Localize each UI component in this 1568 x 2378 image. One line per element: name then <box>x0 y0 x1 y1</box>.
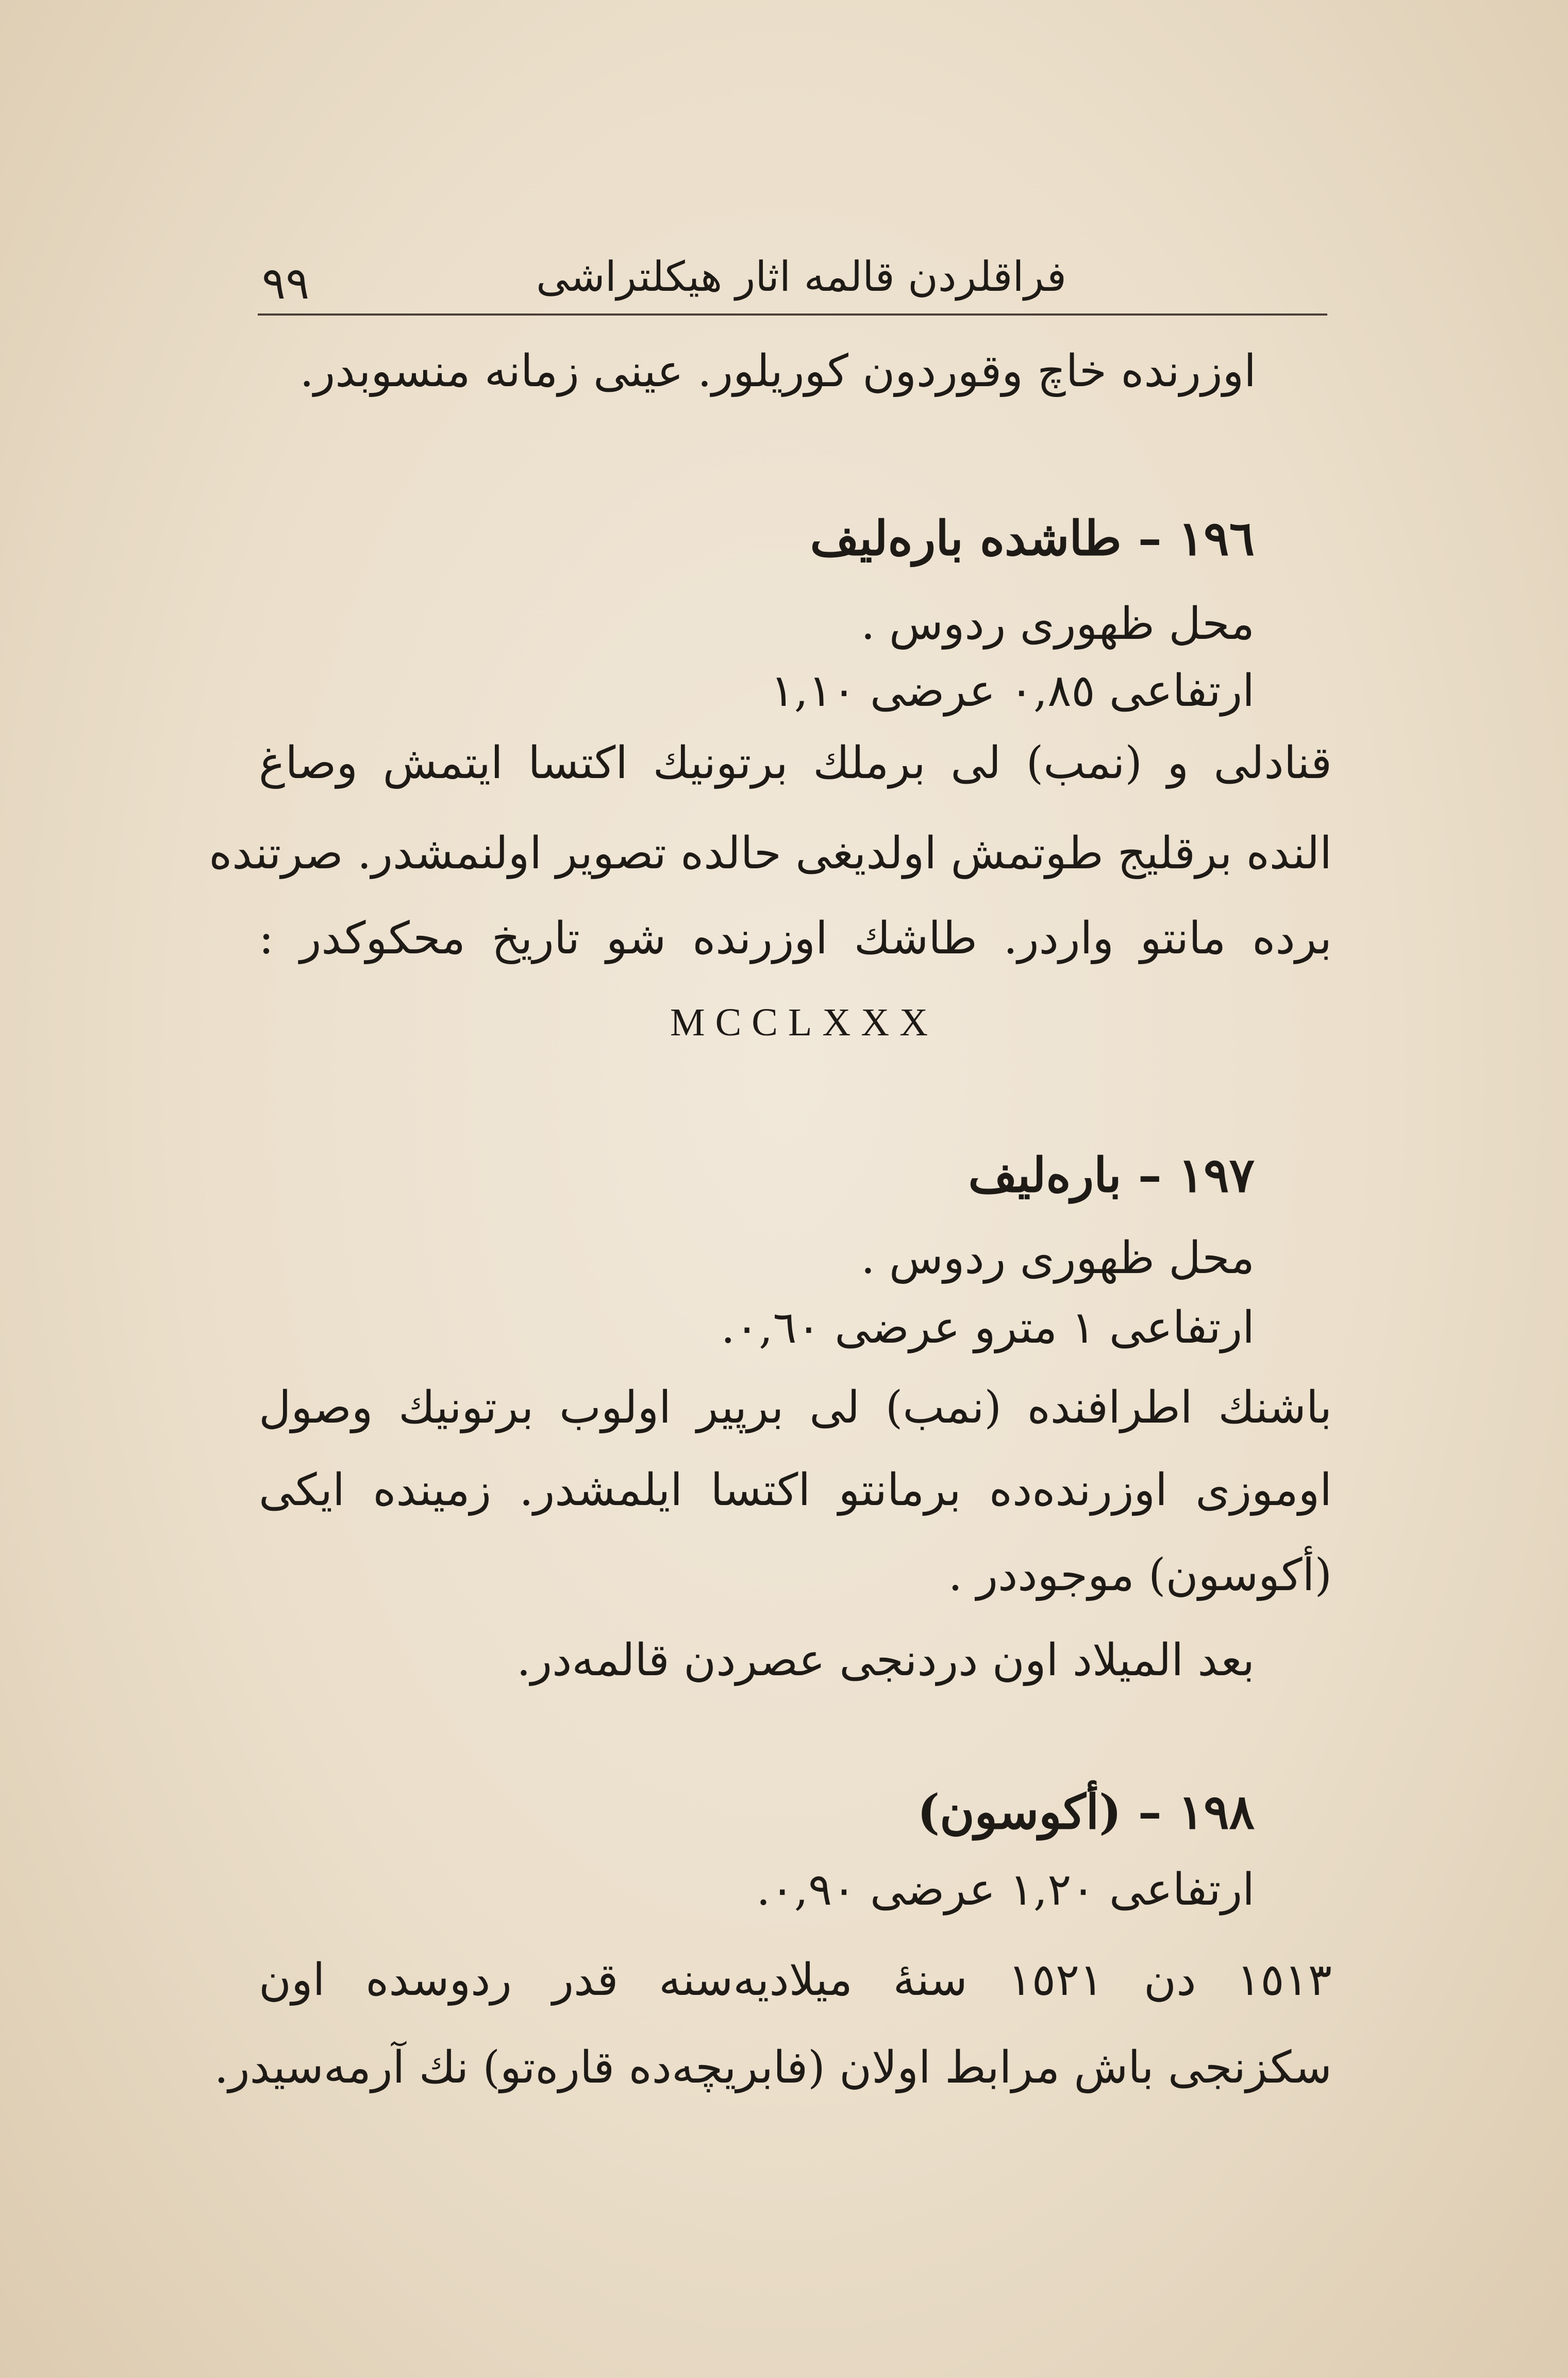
entry-197-place: محل ظهورى ردوس . <box>861 1232 1255 1284</box>
entry-196-body-line: برده مانتو واردر. طاشك اوزرنده شو تاريخ محكوكدر : <box>259 913 1332 964</box>
entry-197-body-line: باشنك اطرافنده (نمب) لى برپير اولوب برتونيك وصول <box>259 1382 1332 1433</box>
entry-heading-text: ١٩٦ – طاشده باره‌ليف <box>810 510 1255 566</box>
entry-196-dimensions: ارتفاعى ٠,٨٥ عرضى ١,١٠ <box>770 665 1255 717</box>
running-header-title: فراقلردن قالمه اثار هيكلتراشى <box>536 253 1066 301</box>
entry-197-dimensions: ارتفاعى ١ مترو عرضى ٠,٦٠. <box>721 1302 1255 1353</box>
entry-196-inscription: MCCLXXX <box>670 1001 939 1044</box>
entry-heading-text: ١٩٧ – باره‌ليف <box>968 1147 1255 1203</box>
entry-196-body-line: النده برقليج طوتمش اولديغى حالده تصوير اولنمشدر. صرتنده <box>209 828 1332 879</box>
entry-196-place: محل ظهورى ردوس . <box>861 598 1255 650</box>
entry-197-note: بعد الميلاد اون دردنجى عصردن قالمه‌در. <box>516 1634 1255 1686</box>
entry-198-dimensions: ارتفاعى ١,٢٠ عرضى ٠,٩٠. <box>756 1864 1255 1915</box>
header-rule <box>258 313 1327 316</box>
page-number: ٩٩ <box>262 258 310 309</box>
entry-197-body-line: اوموزى اوزرنده‌ده برمانتو اكتسا ايلمشدر. زمينده ايكى <box>259 1464 1332 1516</box>
entry-heading-text: ١٩٨ – (أكوسون) <box>917 1784 1255 1840</box>
entry-197-heading <box>968 1147 1255 1203</box>
entry-198-heading <box>918 1784 1255 1840</box>
entry-198-body-line: ١٥١٣ دن ١٥٢١ سنهٔ ميلاديه‌سنه قدر ردوسده اون <box>259 1954 1332 2006</box>
intro-line: اوزرنده خاچ وقوردون كوريلور. عينى زمانه منسوبدر. <box>299 345 1256 397</box>
entry-197-body-line: (أكوسون) موجوددر . <box>948 1549 1332 1601</box>
entry-198-body-line: سكزنجى باش مرابط اولان (فابريچه‌ده قاره‌تو) نك آرمه‌سيدر. <box>214 2042 1332 2093</box>
entry-196-body-line: قنادلى و (نمب) لى برملك برتونيك اكتسا ايتمش وصاغ <box>259 737 1332 789</box>
entry-196-heading <box>810 510 1255 566</box>
